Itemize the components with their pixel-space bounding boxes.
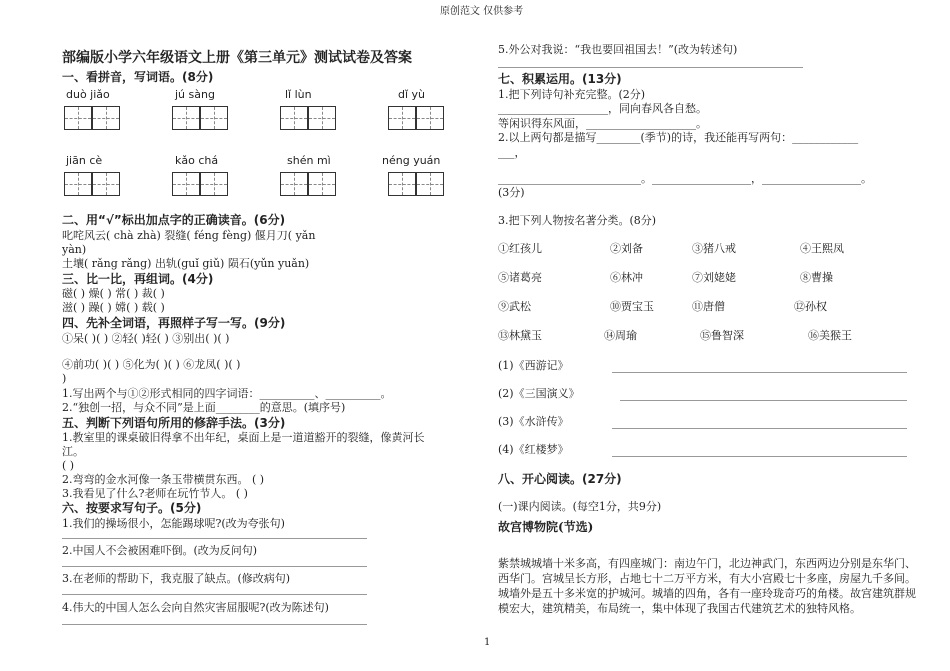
writing-box[interactable] xyxy=(92,172,120,196)
compare-line: 滋( ) 躁( ) 嫦( ) 载( ) xyxy=(62,301,165,314)
writing-box[interactable] xyxy=(172,172,200,196)
person: ⑨武松 xyxy=(498,300,531,313)
passage-title: 故宫博物院(节选) xyxy=(498,520,594,534)
book-label: (4)《红楼梦》 xyxy=(498,443,569,456)
person: ⑭周瑜 xyxy=(604,329,637,342)
idiom-line: ①呆( )( ) ②轻( )轻( ) ③别出( )( ) xyxy=(62,332,230,345)
question: 2.中国人不会被困难吓倒。(改为反问句) xyxy=(62,544,258,557)
question: 3.在老师的帮助下，我克服了缺点。(修改病句) xyxy=(62,572,291,585)
answer-line[interactable] xyxy=(62,594,367,595)
person: ①红孩儿 xyxy=(498,242,542,255)
header-note: 原创范文 仅供参考 xyxy=(440,6,524,17)
section-3-heading: 三、比一比，再组词。(4分) xyxy=(62,272,214,286)
question: 1.把下列诗句补充完整。(2分) xyxy=(498,88,646,101)
answer-line[interactable] xyxy=(62,566,367,567)
question: 2.以上两句都是描写________(季节)的诗，我还能再写两句：____________ xyxy=(498,131,859,144)
answer-blank: __________________________。__________________，__________________。 xyxy=(498,172,872,185)
answer-line[interactable] xyxy=(62,538,367,539)
person: ⑩贾宝玉 xyxy=(610,300,654,313)
pinyin-label: lǐ lùn xyxy=(285,88,312,101)
answer-line[interactable] xyxy=(612,456,907,457)
pinyin-label: jiān cè xyxy=(66,154,103,167)
section-6-heading: 六、按要求写句子。(5分) xyxy=(62,501,202,515)
passage-text: 紫禁城城墙十米多高，有四座城门：南边午门，北边神武门，东西两边分别是东华门、西华门。宫城呈长方形，占地七十二万平方米，有大小宫殿七十多座，房屋九千多间。城墙外是五十多米宽的护城河。城墙的四角，各有一座玲珑奇巧的角楼。故宫建筑群规模宏大，建筑精美，布局统一，集中体现了我国古代建筑艺术的独特风格。 xyxy=(498,557,916,615)
writing-box[interactable] xyxy=(200,172,228,196)
person: ⑯美猴王 xyxy=(808,329,852,342)
section-2-heading: 二、用“√”标出加点字的正确读音。(6分) xyxy=(62,213,286,227)
book-label: (3)《水浒传》 xyxy=(498,415,569,428)
section-4-heading: 四、先补全词语，再照样子写一写。(9分) xyxy=(62,316,286,330)
reading-line: 土壤( rǎng rǎng) 出轨(guǐ giǔ) 陨石(yǔn yuǎn) xyxy=(62,257,310,270)
book-label: (1)《西游记》 xyxy=(498,359,569,372)
pinyin-label: shén mì xyxy=(287,154,331,167)
person: ③猪八戒 xyxy=(692,242,736,255)
answer-line[interactable] xyxy=(612,428,907,429)
question: 1.写出两个与①②形式相同的四字词语：__________、__________。 xyxy=(62,387,392,400)
question: 江。 xyxy=(62,445,84,458)
page-title: 部编版小学六年级语文上册《第三单元》测试试卷及答案 xyxy=(62,50,412,66)
person: ⑪唐僧 xyxy=(692,300,725,313)
question: 3.我看见了什么?老师在玩竹节人。 ( ) xyxy=(62,487,248,500)
section-8-heading: 八、开心阅读。(27分) xyxy=(498,472,622,486)
writing-box[interactable] xyxy=(92,106,120,130)
answer-line[interactable] xyxy=(62,624,367,625)
writing-box[interactable] xyxy=(416,172,444,196)
person: ⑥林冲 xyxy=(610,271,643,284)
answer-line[interactable] xyxy=(498,67,803,68)
poem-line: 等闲识得东风面，____________________。 xyxy=(498,117,707,130)
answer-line[interactable] xyxy=(612,372,907,373)
writing-box[interactable] xyxy=(280,172,308,196)
person: ⑧曹操 xyxy=(800,271,833,284)
person: ⑫孙权 xyxy=(794,300,827,313)
writing-box[interactable] xyxy=(308,106,336,130)
reading-line: yàn) xyxy=(62,243,87,256)
writing-box[interactable] xyxy=(416,106,444,130)
question: 2.弯弯的金水河像一条玉带横贯东西。 ( ) xyxy=(62,473,265,486)
answer-blank: ___， xyxy=(498,146,526,159)
book-label: (2)《三国演义》 xyxy=(498,387,580,400)
writing-box[interactable] xyxy=(172,106,200,130)
person: ④王熙凤 xyxy=(800,242,844,255)
writing-box[interactable] xyxy=(308,172,336,196)
poem-line: ____________________，同向春风各自愁。 xyxy=(498,102,707,115)
person: ②刘备 xyxy=(610,242,643,255)
writing-box[interactable] xyxy=(280,106,308,130)
pinyin-label: néng yuán xyxy=(382,154,441,167)
compare-line: 磁( ) 燥( ) 常( ) 裁( ) xyxy=(62,287,165,300)
section-5-heading: 五、判断下列语句所用的修辞手法。(3分) xyxy=(62,416,286,430)
score-note: (3分) xyxy=(498,186,525,199)
writing-box[interactable] xyxy=(388,106,416,130)
question: 1.教室里的课桌破旧得拿不出年纪，桌面上是一道道豁开的裂缝，像黄河长 xyxy=(62,431,425,444)
question: 1.我们的操场很小，怎能踢球呢?(改为夸张句) xyxy=(62,517,285,530)
section-7-heading: 七、积累运用。(13分) xyxy=(498,72,622,86)
question: 2.“独创一招，与众不同”是上面________的意思。(填序号) xyxy=(62,401,346,414)
answer-blank: ( ) xyxy=(62,459,75,472)
writing-box[interactable] xyxy=(64,172,92,196)
pinyin-label: dǐ yù xyxy=(398,88,426,101)
reading-line: 叱咤风云( chà zhà) 裂缝( féng fèng) 偃月刀( yǎn xyxy=(62,229,316,242)
question: 3.把下列人物按名著分类。(8分) xyxy=(498,214,657,227)
writing-box[interactable] xyxy=(64,106,92,130)
subsection-heading: (一)课内阅读。(每空1分，共9分) xyxy=(498,500,662,513)
idiom-line: ④前功( )( ) ⑤化为( )( ) ⑥龙凤( )( ) xyxy=(62,358,241,371)
question: 4.伟大的中国人怎么会向自然灾害屈服呢?(改为陈述句) xyxy=(62,601,329,614)
person: ⑮鲁智深 xyxy=(700,329,744,342)
pinyin-label: kǎo chá xyxy=(175,154,219,167)
section-1-heading: 一、看拼音，写词语。(8分) xyxy=(62,70,214,84)
pinyin-label: jú sàng xyxy=(175,88,215,101)
person: ⑤诸葛亮 xyxy=(498,271,542,284)
question: 5.外公对我说：“我也要回祖国去！”(改为转述句) xyxy=(498,43,738,56)
page-number: 1 xyxy=(484,637,491,648)
idiom-line-end: ) xyxy=(62,372,67,385)
writing-box[interactable] xyxy=(388,172,416,196)
pinyin-label: duò jiǎo xyxy=(66,88,110,101)
person: ⑦刘姥姥 xyxy=(692,271,736,284)
writing-box[interactable] xyxy=(200,106,228,130)
person: ⑬林黛玉 xyxy=(498,329,542,342)
answer-line[interactable] xyxy=(620,400,907,401)
